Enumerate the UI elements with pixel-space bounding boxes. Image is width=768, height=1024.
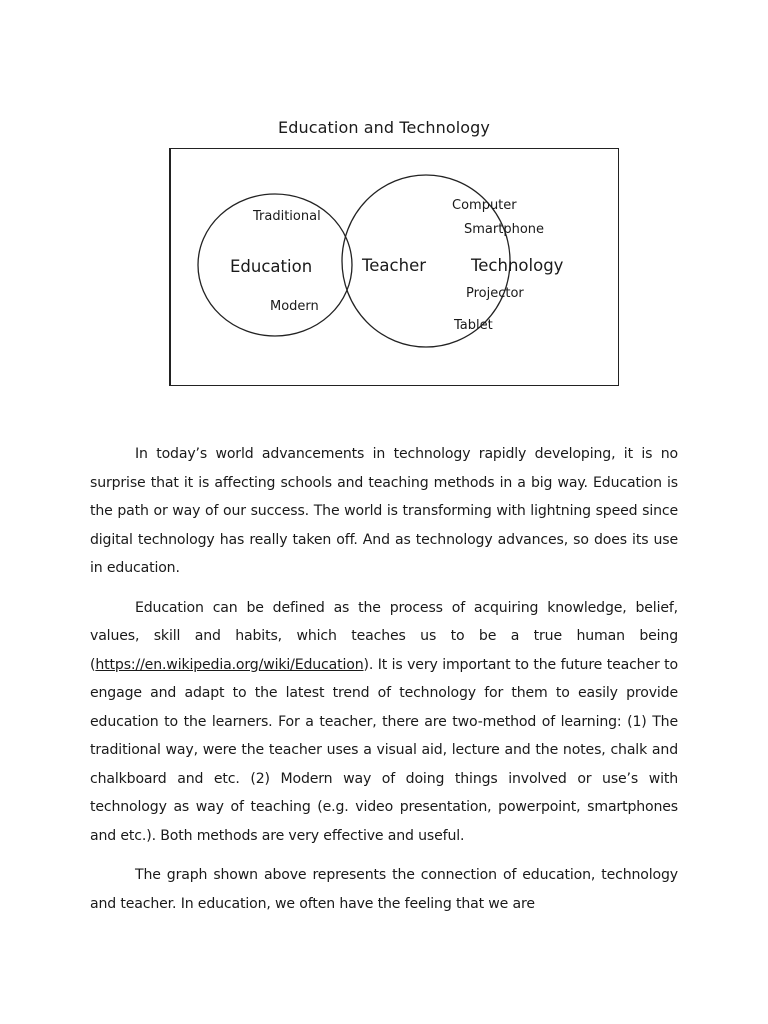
venn-item-tablet: Tablet (454, 318, 493, 333)
body-text (90, 440, 678, 929)
paragraph-2-text-start: Education can be defined as the process of acquiring knowledge, belief, values, skill and habits, which teaches us to be a true human being ( (90, 599, 678, 673)
paragraph-1: In today’s world advancements in technology rapidly developing, it is no surprise that it is affecting schools and teaching methods in a big way. Education is the path or way of our success. The world is transforming with lightning speed since digital technology has really taken off. And as technology advances, so does its use in education. (90, 446, 678, 576)
venn-item-smartphone: Smartphone (464, 222, 545, 237)
paragraph-2-text-end: ). It is very important to the future teacher to engage and adapt to the latest trend of technology for them to easily provide education to the learners. For a teacher, there are two-method of learning: (1) The traditional way, were the teacher uses a visual aid, lecture and the notes, chalk and chalkboard and etc. (2) Modern way of doing things involved or use’s with technology as way of teaching (e.g. video presentation, powerpoint, smartphones and etc.). Both methods are very effective and useful. (90, 656, 678, 844)
venn-item-projector: Projector (466, 286, 524, 301)
venn-label-education: Education (230, 257, 313, 276)
venn-item-computer: Computer (452, 198, 517, 213)
venn-item-modern: Modern (270, 299, 319, 314)
venn-label-teacher: Teacher (362, 256, 427, 275)
wikipedia-link[interactable]: https://en.wikipedia.org/wiki/Education (95, 656, 364, 673)
paragraph-3: The graph shown above represents the connection of education, technology and teacher. In education, we often have the feeling that we are (90, 867, 678, 912)
document-title: Education and Technology (278, 118, 490, 137)
paragraph-2 (90, 594, 678, 851)
venn-diagram-frame (169, 148, 619, 386)
venn-diagram (171, 149, 621, 387)
venn-item-traditional: Traditional (253, 209, 321, 224)
venn-label-technology: Technology (471, 256, 564, 275)
